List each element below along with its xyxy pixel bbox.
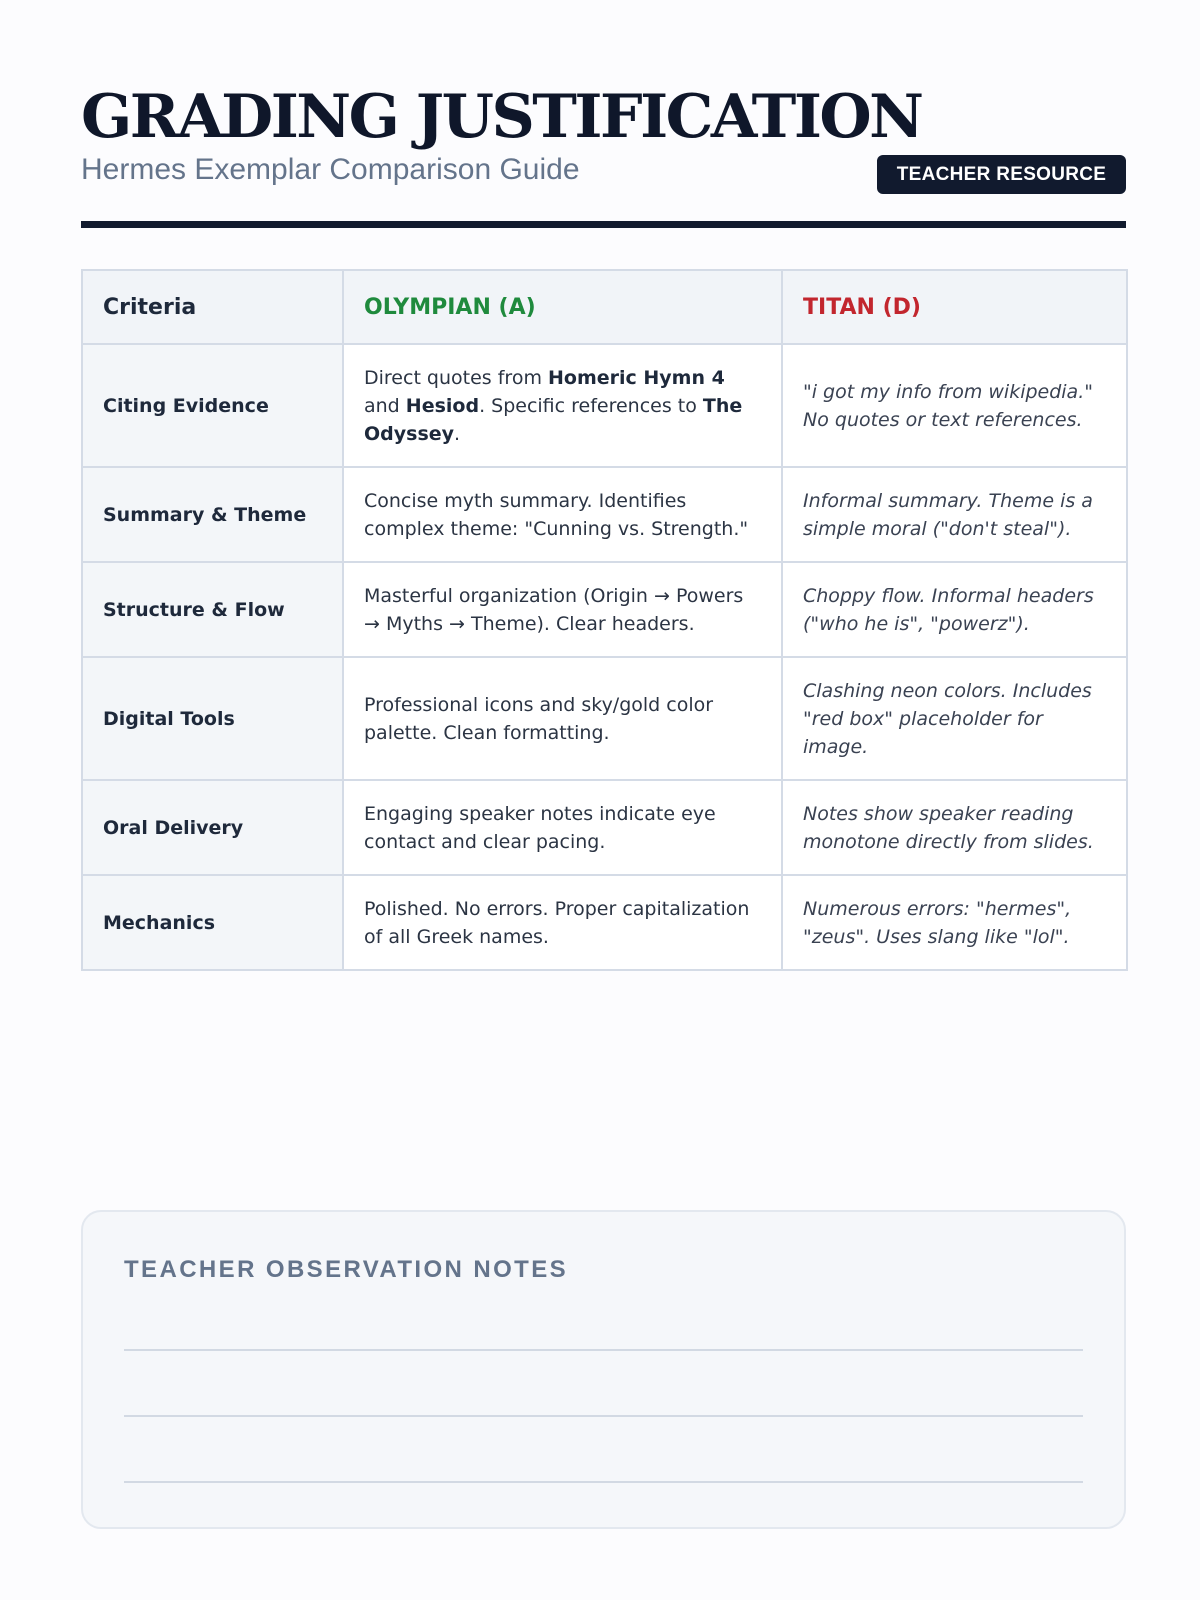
grading-guide-page — [81, 0, 1126, 1283]
notes-title: TEACHER OBSERVATION NOTES — [124, 1256, 569, 1283]
cell-text: Engaging speaker notes indicate eye contact and clear pacing. — [364, 802, 716, 853]
table-row — [82, 875, 1127, 970]
emphasized-reference: Hesiod — [405, 394, 480, 417]
criteria-cell: Oral Delivery — [82, 780, 343, 875]
emphasized-reference: Homeric Hymn 4 — [548, 366, 725, 389]
table-header-row — [82, 270, 1127, 344]
olympian-cell — [343, 657, 782, 780]
titan-cell: "i got my info from wikipedia." No quotes or text references. — [782, 344, 1127, 467]
cell-text: . — [454, 422, 461, 445]
olympian-cell — [343, 780, 782, 875]
cell-text: and — [364, 394, 406, 417]
olympian-cell — [343, 562, 782, 657]
table-row — [82, 657, 1127, 780]
table-row — [82, 780, 1127, 875]
teacher-resource-badge: TEACHER RESOURCE — [877, 155, 1126, 194]
teacher-notes-panel — [81, 1210, 1126, 1529]
titan-cell: Notes show speaker reading monotone directly from slides. — [782, 780, 1127, 875]
titan-cell: Numerous errors: "hermes", "zeus". Uses slang like "lol". — [782, 875, 1127, 970]
note-writing-line — [124, 1415, 1083, 1417]
comparison-table — [81, 269, 1128, 971]
olympian-cell — [343, 344, 782, 467]
olympian-cell — [343, 875, 782, 970]
cell-text: Masterful organization (Origin → Powers → Myths → Theme). Clear headers. — [364, 584, 744, 635]
emphasized-reference: The Odyssey — [364, 394, 743, 445]
titan-column-header: TITAN (D) — [782, 270, 1127, 344]
page-header — [81, 0, 1126, 230]
page-subtitle: Hermes Exemplar Comparison Guide — [81, 153, 580, 186]
cell-text: Direct quotes from — [364, 366, 548, 389]
cell-text: Polished. No errors. Proper capitalization of all Greek names. — [364, 897, 750, 948]
criteria-cell: Structure & Flow — [82, 562, 343, 657]
table-row — [82, 467, 1127, 562]
olympian-column-header: OLYMPIAN (A) — [343, 270, 782, 344]
olympian-cell — [343, 467, 782, 562]
cell-text: Concise myth summary. Identifies complex theme: "Cunning vs. Strength." — [364, 489, 749, 540]
titan-cell: Clashing neon colors. Includes "red box" placeholder for image. — [782, 657, 1127, 780]
criteria-cell: Mechanics — [82, 875, 343, 970]
titan-cell: Choppy flow. Informal headers ("who he is", "powerz"). — [782, 562, 1127, 657]
cell-text: Professional icons and sky/gold color palette. Clean formatting. — [364, 693, 714, 744]
note-writing-line — [124, 1481, 1083, 1483]
table-row — [82, 562, 1127, 657]
header-divider — [81, 221, 1126, 228]
table-row — [82, 344, 1127, 467]
cell-text: . Specific references to — [479, 394, 703, 417]
note-writing-line — [124, 1349, 1083, 1351]
page-title: GRADING JUSTIFICATION — [81, 82, 922, 152]
criteria-column-header: Criteria — [82, 270, 343, 344]
criteria-cell: Summary & Theme — [82, 467, 343, 562]
titan-cell: Informal summary. Theme is a simple moral ("don't steal"). — [782, 467, 1127, 562]
criteria-cell: Citing Evidence — [82, 344, 343, 467]
criteria-cell: Digital Tools — [82, 657, 343, 780]
